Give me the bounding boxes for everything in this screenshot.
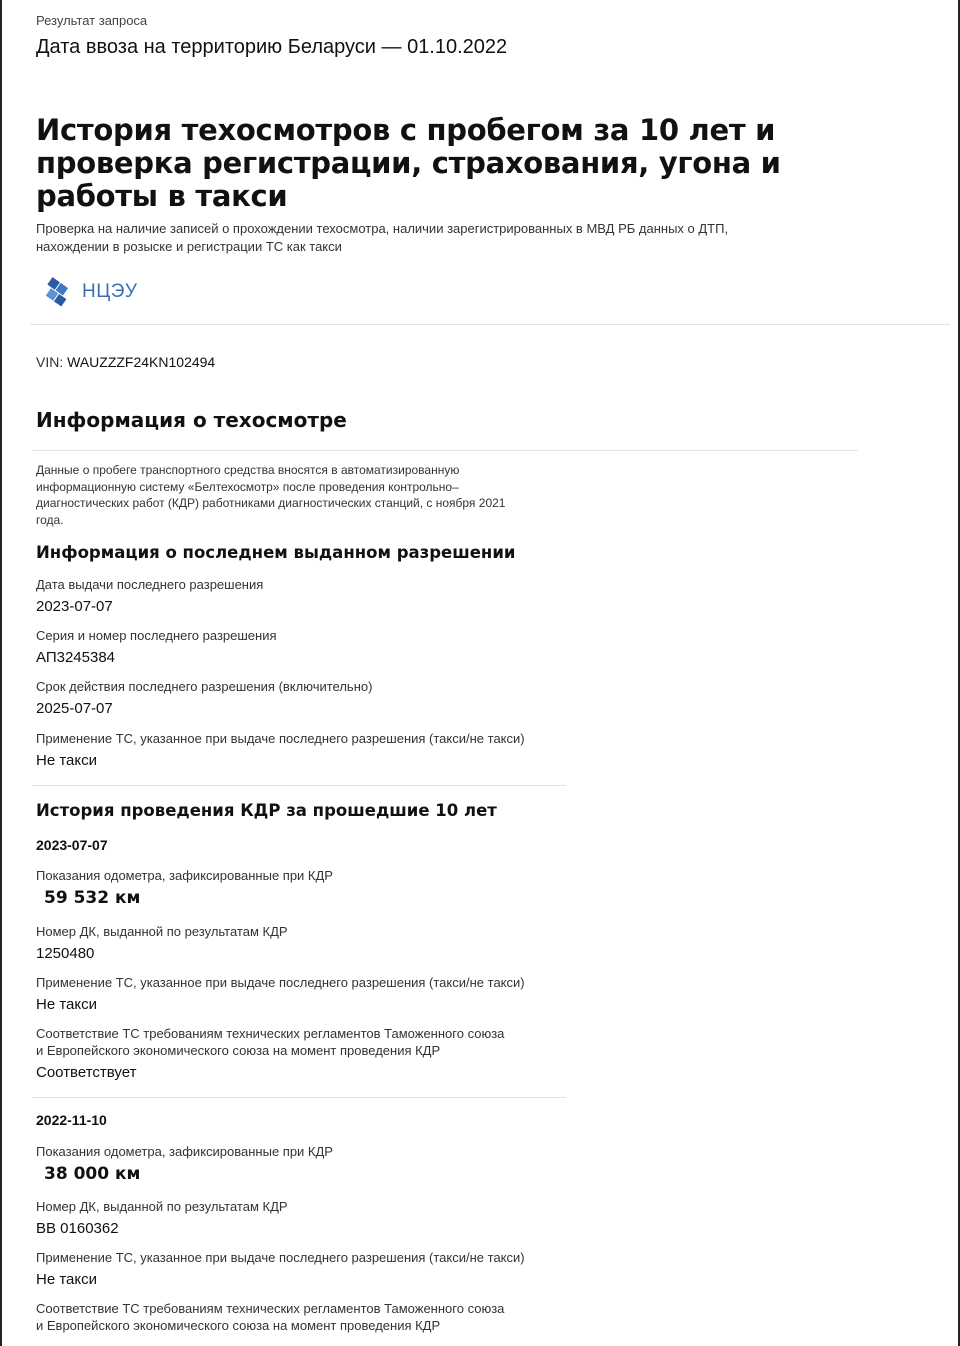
permit-usage-value: Не такси	[36, 752, 97, 769]
divider	[32, 785, 566, 786]
page-border-left	[0, 0, 2, 1346]
divider	[30, 324, 950, 325]
permit-date-value: 2023-07-07	[36, 598, 113, 615]
vin-value: WAUZZZF24KN102494	[67, 354, 216, 370]
odometer-label: Показания одометра, зафиксированные при КДР	[36, 1144, 333, 1159]
permit-date-label: Дата выдачи последнего разрешения	[36, 577, 264, 592]
compliance-label: и Европейского экономического союза на момент проведения КДР	[36, 1043, 441, 1058]
usage-label: Применение ТС, указанное при выдаче последнего разрешения (такси/не такси)	[36, 1250, 525, 1265]
usage-label: Применение ТС, указанное при выдаче последнего разрешения (такси/не такси)	[36, 975, 525, 990]
odometer-value: 38 000 км	[44, 1164, 141, 1184]
divider	[32, 1097, 566, 1098]
permit-number-value: АП3245384	[36, 649, 116, 666]
odometer-value: 59 532 км	[44, 888, 141, 908]
permit-number-label: Серия и номер последнего разрешения	[36, 628, 277, 643]
divider	[32, 450, 858, 451]
record-date: 2023-07-07	[36, 837, 108, 853]
permit-validity-label: Срок действия последнего разрешения (включительно)	[36, 679, 373, 694]
dk-number-label: Номер ДК, выданной по результатам КДР	[36, 924, 288, 939]
permit-usage-label: Применение ТС, указанное при выдаче последнего разрешения (такси/не такси)	[36, 731, 525, 746]
inspection-section-title: Информация о техосмотре	[36, 408, 347, 432]
ntseu-logo-text: НЦЭУ	[82, 281, 138, 302]
page-title: История техосмотров с пробегом за 10 лет и проверка регистрации, страхования, угона и работы в такси	[36, 113, 781, 213]
ntseu-logo-icon	[40, 274, 76, 310]
dk-number-label: Номер ДК, выданной по результатам КДР	[36, 1199, 288, 1214]
inspection-description: Данные о пробеге транспортного средства вносятся в автоматизированную информационную систему «Белтехосмотр» после проведения контрольно–диагностических работ (КДР) работниками диагностических станций, с ноября 2021 года.	[36, 463, 506, 527]
usage-value: Не такси	[36, 996, 97, 1013]
request-label: Результат запроса	[36, 13, 148, 28]
vin-label: VIN:	[36, 354, 64, 370]
vin-row	[36, 354, 215, 370]
page-subtitle: Проверка на наличие записей о прохождении техосмотра, наличии зарегистрированных в МВД РБ данных о ДТП, нахождении в розыске и регистрации ТС как такси	[36, 221, 729, 254]
compliance-label: Соответствие ТС требованиям технических регламентов Таможенного союза	[36, 1026, 505, 1041]
compliance-label: и Европейского экономического союза на момент проведения КДР	[36, 1318, 441, 1333]
odometer-label: Показания одометра, зафиксированные при КДР	[36, 868, 333, 883]
usage-value: Не такси	[36, 1271, 97, 1288]
record-date: 2022-11-10	[36, 1112, 107, 1128]
dk-number-value: ВВ 0160362	[36, 1220, 119, 1237]
history-title: История проведения КДР за прошедшие 10 лет	[36, 801, 497, 820]
ntseu-logo	[40, 274, 138, 310]
compliance-label: Соответствие ТС требованиям технических регламентов Таможенного союза	[36, 1301, 505, 1316]
dk-number-value: 1250480	[36, 945, 95, 962]
compliance-value: Соответствует	[36, 1064, 137, 1081]
last-permit-title: Информация о последнем выданном разрешении	[36, 543, 516, 562]
permit-validity-value: 2025-07-07	[36, 700, 113, 717]
request-result: Дата ввоза на территорию Беларуси — 01.10.2022	[36, 36, 508, 58]
